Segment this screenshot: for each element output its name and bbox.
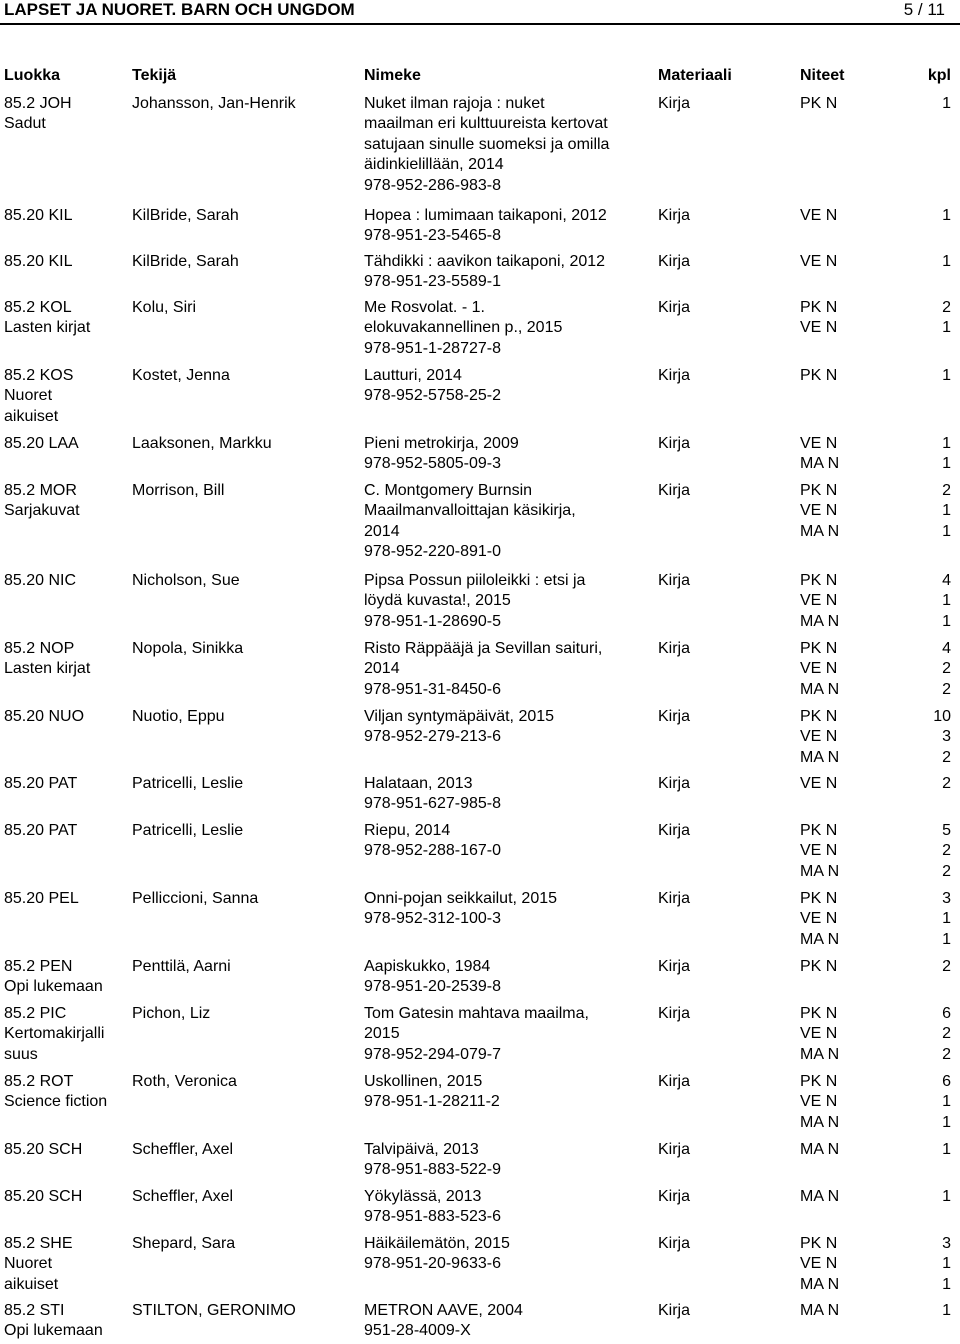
entry-title-line: Lautturi, 2014 (364, 367, 462, 384)
entry-author: Laaksonen, Markku (132, 435, 272, 452)
entry-material: Kirja (658, 207, 691, 224)
entry-counts (942, 774, 951, 794)
entry-title (364, 774, 501, 815)
entry-author: Nicholson, Sue (132, 572, 240, 589)
entry-counts (942, 94, 951, 114)
entry-counts (942, 1140, 951, 1160)
entry-class-line: 85.20 KIL (4, 207, 73, 224)
holding-count: 5 (942, 822, 951, 839)
entry-title-line: Pieni metrokirja, 2009 (364, 435, 519, 452)
entry-counts (942, 252, 951, 272)
entry-title-line: Tom Gatesin mahtava maailma, (364, 1005, 589, 1022)
entry-locations (800, 707, 839, 768)
entry-material: Kirja (658, 482, 691, 499)
entry-material: Kirja (658, 822, 691, 839)
holding-count: 1 (942, 522, 951, 540)
entry-class (4, 94, 72, 135)
page-title: LAPSET JA NUORET. BARN OCH UNGDOM (4, 0, 355, 19)
holding-location: VE N (800, 1025, 838, 1043)
entry-author: Kolu, Siri (132, 299, 197, 316)
entry-locations (800, 1187, 839, 1207)
entry-title-line: 978-951-1-28211-2 (364, 1093, 500, 1111)
entry-class-line: Science fiction (4, 1093, 108, 1111)
entry-title-line: Talvipäivä, 2013 (364, 1141, 479, 1158)
entry-class-line: Nuoret (4, 387, 53, 405)
holding-count: 3 (942, 1235, 951, 1252)
holding-location: VE N (800, 775, 838, 792)
entry-class-line: Nuoret (4, 1255, 53, 1273)
holding-location: PK N (800, 299, 838, 316)
holding-count: 1 (942, 612, 951, 630)
entry-locations (800, 206, 837, 226)
entry-material: Kirja (658, 1073, 691, 1090)
entry-title (364, 889, 557, 930)
holding-location: MA N (800, 1275, 840, 1293)
entry-class (4, 707, 84, 727)
holding-count: 1 (942, 253, 951, 270)
holding-location: MA N (800, 1302, 840, 1319)
entry-title (364, 821, 501, 862)
entry-locations (800, 571, 839, 632)
entry-title-line: 2014 (364, 660, 400, 678)
holding-count: 2 (942, 958, 951, 975)
entry-class (4, 774, 77, 794)
entry-title-line: Halataan, 2013 (364, 775, 473, 792)
entry-locations (800, 94, 837, 114)
entry-author: STILTON, GERONIMO (132, 1302, 296, 1319)
holding-count: 1 (942, 319, 951, 337)
entry-class (4, 1301, 103, 1342)
holding-count: 2 (942, 1045, 951, 1063)
entry-title-line: Yökylässä, 2013 (364, 1188, 482, 1205)
entry-counts (942, 366, 951, 386)
holding-count: 2 (942, 482, 951, 499)
holding-count: 1 (942, 95, 951, 112)
entry-title-line: 978-951-883-522-9 (364, 1161, 501, 1179)
entry-title-line: Pipsa Possun piiloleikki : etsi ja (364, 572, 586, 589)
holding-location: PK N (800, 95, 838, 112)
entry-class-line: 85.20 PEL (4, 890, 79, 907)
entry-title-line: 978-952-220-891-0 (364, 543, 501, 561)
entry-class-line: 85.2 STI (4, 1302, 65, 1319)
holding-location: VE N (800, 660, 838, 678)
entry-title-line: satujaan sinulle suomeksi ja omilla (364, 135, 610, 153)
entry-class (4, 1072, 107, 1113)
entry-title (364, 252, 605, 293)
entry-class (4, 1004, 104, 1065)
entry-class-line: 85.20 LAA (4, 435, 79, 452)
entry-class-line: 85.20 KIL (4, 253, 73, 270)
entry-material: Kirja (658, 95, 691, 112)
entry-author: Patricelli, Leslie (132, 775, 244, 792)
entry-author: Kostet, Jenna (132, 367, 230, 384)
entry-title-line: löydä kuvasta!, 2015 (364, 592, 511, 610)
entry-class-line: 85.2 JOH (4, 95, 72, 112)
entry-title-line: maailman eri kulttuureista kertovat (364, 115, 608, 133)
holding-count: 1 (942, 592, 951, 610)
entry-class-line: 85.20 SCH (4, 1141, 83, 1158)
entry-locations (800, 1072, 839, 1133)
entry-title-line: 978-951-1-28690-5 (364, 612, 501, 630)
entry-title (364, 481, 576, 563)
holding-location: PK N (800, 958, 838, 975)
entry-material: Kirja (658, 253, 691, 270)
holding-count: 2 (942, 660, 951, 678)
entry-class (4, 821, 77, 841)
column-header-author: Tekijä (132, 67, 177, 84)
entry-title-line: 978-951-20-2539-8 (364, 978, 501, 996)
entry-class-line: Opi lukemaan (4, 978, 103, 996)
entry-title-line: Häikäilemätön, 2015 (364, 1235, 510, 1252)
holding-count: 2 (942, 862, 951, 880)
entry-author: Scheffler, Axel (132, 1141, 234, 1158)
entry-class-line: 85.20 NIC (4, 572, 77, 589)
holding-location: VE N (800, 592, 838, 610)
holding-count: 1 (942, 1302, 951, 1319)
holding-location: PK N (800, 822, 838, 839)
entry-locations (800, 1140, 839, 1160)
entry-author: Roth, Veronica (132, 1073, 237, 1090)
entry-class-line: Kertomakirjalli (4, 1025, 105, 1043)
entry-title-line: Hopea : lumimaan taikaponi, 2012 (364, 207, 607, 224)
holding-count: 1 (942, 1255, 951, 1273)
entry-title-line: 978-951-23-5465-8 (364, 227, 501, 245)
holding-count: 6 (942, 1073, 951, 1090)
entry-class (4, 252, 73, 272)
holding-location: MA N (800, 1141, 840, 1158)
entry-title-line: Tähdikki : aavikon taikaponi, 2012 (364, 253, 606, 270)
column-header-count: kpl (927, 67, 951, 84)
entry-locations (800, 957, 837, 977)
entry-title-line: 978-951-883-523-6 (364, 1208, 501, 1226)
holding-location: MA N (800, 455, 840, 473)
holding-count: 1 (942, 455, 951, 473)
holding-location: MA N (800, 680, 840, 698)
entry-locations (800, 252, 837, 272)
entry-author: Penttilä, Aarni (132, 958, 231, 975)
entry-title-line: 978-952-5805-09-3 (364, 455, 501, 473)
entry-locations (800, 366, 837, 386)
entry-class (4, 1187, 82, 1207)
entry-class (4, 481, 80, 522)
holding-count: 4 (942, 572, 951, 589)
entry-title (364, 1187, 501, 1228)
holding-count: 1 (942, 930, 951, 948)
entry-class (4, 434, 79, 454)
holding-location: MA N (800, 612, 840, 630)
entry-locations (800, 774, 837, 794)
entry-author: KilBride, Sarah (132, 253, 239, 270)
entry-material: Kirja (658, 572, 691, 589)
holding-count: 2 (942, 842, 951, 860)
entry-counts (942, 298, 951, 339)
entry-title-line: 978-952-286-983-8 (364, 176, 501, 194)
entry-counts (942, 1234, 951, 1295)
holding-count: 1 (942, 910, 951, 928)
column-header-class: Luokka (4, 67, 61, 84)
entry-title (364, 1301, 523, 1342)
holding-location: VE N (800, 502, 838, 520)
entry-class-line: 85.2 KOL (4, 299, 72, 316)
holding-location: VE N (800, 910, 838, 928)
holding-count: 1 (942, 435, 951, 452)
entry-author: Patricelli, Leslie (132, 822, 244, 839)
entry-title-line: Uskollinen, 2015 (364, 1073, 483, 1090)
entry-material: Kirja (658, 1235, 691, 1252)
holding-location: VE N (800, 1093, 838, 1111)
entry-counts (942, 571, 951, 632)
holding-location: PK N (800, 1073, 838, 1090)
entry-material: Kirja (658, 1302, 691, 1319)
holding-location: VE N (800, 842, 838, 860)
entry-material: Kirja (658, 1141, 691, 1158)
holding-location: PK N (800, 640, 838, 657)
entry-material: Kirja (658, 435, 691, 452)
entry-locations (800, 481, 839, 542)
entry-title (364, 639, 602, 700)
entry-title-line: 951-28-4009-X (364, 1322, 471, 1340)
entry-author: Morrison, Bill (132, 482, 225, 499)
holding-location: MA N (800, 522, 840, 540)
entry-class (4, 1234, 72, 1295)
entry-class-line: 85.2 NOP (4, 640, 75, 657)
entry-title-line: 978-951-20-9633-6 (364, 1255, 501, 1273)
entry-class-line: 85.20 PAT (4, 775, 78, 792)
entry-class-line: 85.2 KOS (4, 367, 74, 384)
entry-counts (942, 434, 951, 475)
entry-title-line: 978-952-294-079-7 (364, 1045, 501, 1063)
entry-title-line: 978-951-31-8450-6 (364, 680, 501, 698)
entry-author: Johansson, Jan-Henrik (132, 95, 296, 112)
entry-author: Pelliccioni, Sanna (132, 890, 259, 907)
holding-location: PK N (800, 572, 838, 589)
holding-count: 1 (942, 502, 951, 520)
entry-title-line: Risto Räppääjä ja Sevillan saituri, (364, 640, 603, 657)
entry-title (364, 1072, 500, 1113)
holding-count: 2 (942, 748, 951, 766)
entry-author: KilBride, Sarah (132, 207, 239, 224)
entry-counts (942, 1301, 951, 1321)
entry-title-line: 978-952-312-100-3 (364, 910, 501, 928)
holding-location: PK N (800, 708, 838, 725)
entry-class (4, 206, 73, 226)
entry-locations (800, 1004, 839, 1065)
entry-class (4, 1140, 82, 1160)
entry-material: Kirja (658, 775, 691, 792)
entry-title-line: 2014 (364, 522, 400, 540)
entry-material: Kirja (658, 890, 691, 907)
entry-class (4, 298, 90, 339)
entry-title (364, 1234, 510, 1275)
entry-material: Kirja (658, 367, 691, 384)
entry-author: Nuotio, Eppu (132, 708, 225, 725)
entry-title-line: Riepu, 2014 (364, 822, 451, 839)
entry-class-line: 85.2 SHE (4, 1235, 73, 1252)
holding-location: PK N (800, 482, 838, 499)
holding-count: 1 (942, 1093, 951, 1111)
holding-location: VE N (800, 728, 838, 746)
entry-locations (800, 298, 837, 339)
holding-count: 6 (942, 1005, 951, 1022)
entry-title-line: 978-952-288-167-0 (364, 842, 501, 860)
entry-class-line: aikuiset (4, 1275, 59, 1293)
entry-title-line: 978-952-5758-25-2 (364, 387, 501, 405)
entry-author: Shepard, Sara (132, 1235, 236, 1252)
holding-count: 1 (942, 1275, 951, 1293)
entry-title-line: Viljan syntymäpäivät, 2015 (364, 708, 555, 725)
entry-title (364, 94, 609, 196)
entry-title (364, 206, 607, 247)
entry-title-line: METRON AAVE, 2004 (364, 1302, 523, 1319)
holding-location: MA N (800, 1045, 840, 1063)
header-rule (0, 23, 960, 25)
holding-location: MA N (800, 930, 840, 948)
holding-count: 10 (933, 708, 951, 725)
entry-class-line: Sadut (4, 115, 46, 133)
holding-location: VE N (800, 1255, 838, 1273)
entry-counts (942, 1004, 951, 1065)
entry-class-line: 85.20 NUO (4, 708, 85, 725)
entry-material: Kirja (658, 1005, 691, 1022)
holding-count: 1 (942, 367, 951, 384)
holding-location: MA N (800, 1113, 840, 1131)
holding-location: PK N (800, 1005, 838, 1022)
holding-count: 1 (942, 1141, 951, 1158)
holding-location: VE N (800, 253, 838, 270)
entry-title (364, 1004, 589, 1065)
entry-class (4, 889, 79, 909)
entry-counts (942, 639, 951, 700)
entry-title-line: 978-951-627-985-8 (364, 795, 501, 813)
entry-title-line: Aapiskukko, 1984 (364, 958, 491, 975)
entry-class-line: 85.20 SCH (4, 1188, 83, 1205)
entry-title-line: C. Montgomery Burnsin (364, 482, 533, 499)
column-header-material: Materiaali (658, 67, 732, 84)
entry-material: Kirja (658, 708, 691, 725)
entry-author: Pichon, Liz (132, 1005, 211, 1022)
holding-location: PK N (800, 367, 838, 384)
holding-count: 4 (942, 640, 951, 657)
page-number: 5 / 11 (903, 0, 945, 19)
entry-class-line: suus (4, 1045, 38, 1063)
entry-title (364, 1140, 501, 1181)
entry-title (364, 434, 519, 475)
holding-location: VE N (800, 435, 838, 452)
holding-location: VE N (800, 207, 838, 224)
holding-count: 3 (942, 890, 951, 907)
entry-title (364, 366, 501, 407)
entry-class-line: Sarjakuvat (4, 502, 80, 520)
holding-count: 1 (942, 207, 951, 224)
holding-location: VE N (800, 319, 838, 337)
holding-count: 2 (942, 1025, 951, 1043)
holding-location: MA N (800, 748, 840, 766)
entry-title-line: 978-952-279-213-6 (364, 728, 501, 746)
entry-counts (942, 821, 951, 882)
entry-locations (800, 821, 839, 882)
entry-material: Kirja (658, 640, 691, 657)
entry-counts (942, 1187, 951, 1207)
entry-counts (933, 707, 951, 768)
holding-count: 2 (942, 680, 951, 698)
entry-counts (942, 481, 951, 542)
holding-location: PK N (800, 1235, 838, 1252)
entry-class-line: 85.2 PEN (4, 958, 73, 975)
holding-count: 1 (942, 1188, 951, 1205)
entry-class-line: 85.2 ROT (4, 1073, 74, 1090)
column-header-title: Nimeke (364, 67, 421, 84)
entry-counts (942, 889, 951, 950)
entry-title-line: elokuvakannellinen p., 2015 (364, 319, 563, 337)
entry-material: Kirja (658, 958, 691, 975)
entry-title-line: Me Rosvolat. - 1. (364, 299, 485, 316)
entry-class (4, 639, 90, 680)
entry-title (364, 298, 562, 359)
entry-locations (800, 639, 839, 700)
entry-title-line: 978-951-1-28727-8 (364, 339, 501, 357)
entry-title-line: Onni-pojan seikkailut, 2015 (364, 890, 558, 907)
entry-class-line: aikuiset (4, 407, 59, 425)
holding-count: 2 (942, 299, 951, 316)
entry-author: Nopola, Sinikka (132, 640, 244, 657)
entry-class (4, 366, 73, 427)
entry-class-line: Opi lukemaan (4, 1322, 103, 1340)
entry-counts (942, 957, 951, 977)
entry-title (364, 957, 501, 998)
holding-count: 2 (942, 775, 951, 792)
entry-counts (942, 1072, 951, 1133)
entry-title-line: äidinkielillään, 2014 (364, 156, 504, 174)
entry-title-line: 978-951-23-5589-1 (364, 273, 501, 291)
column-header-holdings: Niteet (800, 67, 845, 84)
entry-locations (800, 434, 839, 475)
holding-location: MA N (800, 1188, 840, 1205)
entry-locations (800, 1234, 839, 1295)
entry-class-line: Lasten kirjat (4, 660, 91, 678)
entry-title-line: 2015 (364, 1025, 400, 1043)
holding-count: 3 (942, 728, 951, 746)
holding-location: PK N (800, 890, 838, 907)
entry-title-line: Nuket ilman rajoja : nuket (364, 95, 545, 112)
entry-class (4, 571, 76, 591)
entry-locations (800, 1301, 839, 1321)
entry-class-line: 85.2 PIC (4, 1005, 67, 1022)
entry-title (364, 707, 554, 748)
entry-author: Scheffler, Axel (132, 1188, 234, 1205)
entry-class (4, 957, 103, 998)
entry-class-line: Lasten kirjat (4, 319, 91, 337)
entry-material: Kirja (658, 1188, 691, 1205)
entry-material: Kirja (658, 299, 691, 316)
holding-count: 1 (942, 1113, 951, 1131)
entry-counts (942, 206, 951, 226)
entry-locations (800, 889, 839, 950)
holding-location: MA N (800, 862, 840, 880)
entry-class-line: 85.20 PAT (4, 822, 78, 839)
entry-class-line: 85.2 MOR (4, 482, 77, 499)
entry-title-line: Maailmanvalloittajan käsikirja, (364, 502, 576, 520)
entry-title (364, 571, 585, 632)
